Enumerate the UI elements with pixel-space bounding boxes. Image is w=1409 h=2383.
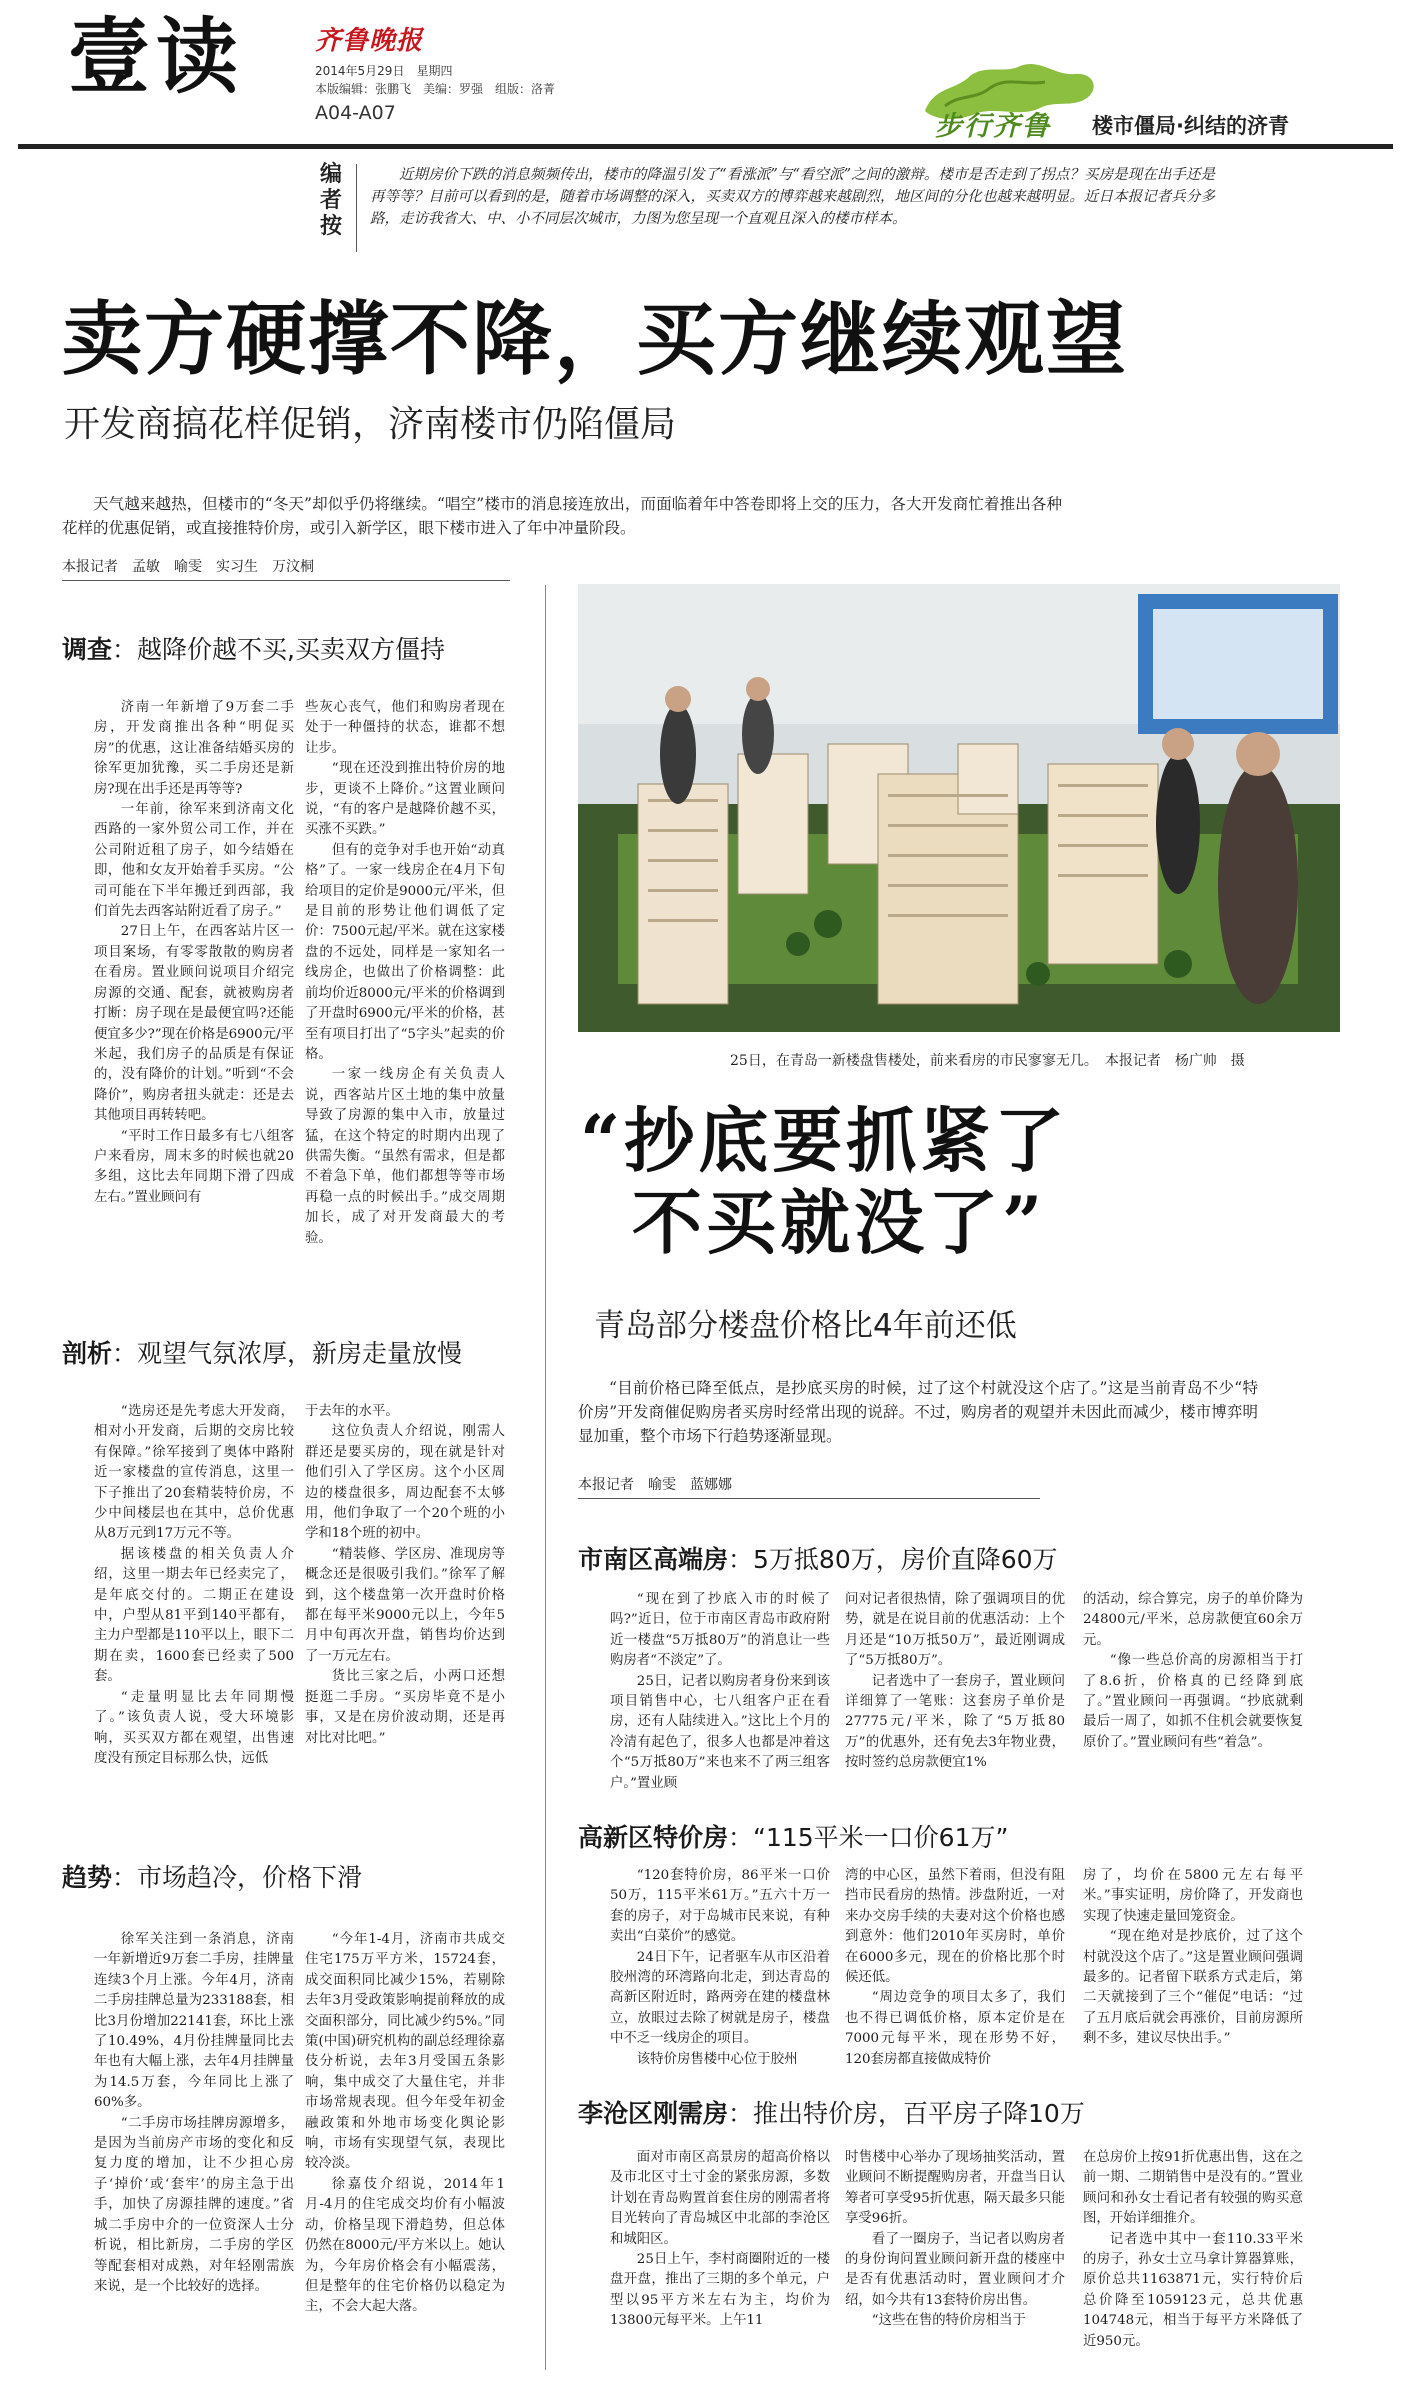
newspaper-logo: 齐鲁晚报 [315, 26, 424, 56]
trend-column-1: 徐军关注到一条消息，济南一年新增近9万套二手房，挂牌量连续3个月上涨。今年4月，济南二手房挂牌总量为233188套，相比3月份增加22141套，环比上涨了10.49%，4月份挂牌量同比去年也有大幅上涨，去年4月挂牌量为14.5万套，今年同比上涨了60%多。 “二手房市场挂牌房源增多，是因为当前房产市场的变化和反复力度的增加，让不少担心房子‘掉价’或‘套牢’的房主急于出手，加快了房源挂牌的速度。”省城二手房中介的一位资深人士分析说，相比新房，二手房的学区等配套相对成熟，对年轻刚需族来说，是一个比较好的选择。 [94, 1932, 294, 2294]
story1-headline: 卖方硬撑不降，买方继续观望 [62, 293, 1128, 386]
column-title: 楼市僵局·纠结的济青 [1092, 114, 1289, 138]
column-divider [545, 585, 546, 2370]
story1-byline: 本报记者 孟敏 喻雯 实习生 万汶桐 [62, 559, 314, 575]
analysis-column-1: “选房还是先考虑大开发商，相对小开发商，后期的交房比较有保障。”徐军接到了奥体中路附近一家楼盘的宣传消息，这里一下子推出了20套精装特价房，不少中间楼层也在其中，总价优惠从8万元到17万元不等。 据该楼盘的相关负责人介绍，这里一期去年已经卖完了，是年底交付的。二期正在建设中，户型从81平到140平都有，主力户型都是110平以上，眼下二期在卖，1600套已经卖了500套。 “走量明显比去年同期慢了。”该负责人说，受大环境影响，买买双方都在观望，出售速度没有预定目标那么快，远低 [94, 1404, 294, 1766]
story2-headline-line1: “抄底要抓紧了 [580, 1099, 1069, 1182]
survey-column-2: 些灰心丧气，他们和购房者现在处于一种僵持的状态，谁都不想让步。 “现在还没到推出特价房的地步，更谈不上降价。”这置业顾问说，“有的客户是越降价越不买，买涨不买跌。” 但有的竞争对手也开始“动真格”了。一家一线房企在4月下旬给项目的定价是9000元/平米，但是目前的形势让他们调低了定价：7500元起/平米。就在这家楼盘的不远处，同样是一家知名一线房企，也做出了价格调整：此前均价近8000元/平米的价格调到了开盘时6900元/平米的价格，甚至有项目打出了“5字头”起卖的价格。 一家一线房企有关负责人说，西客站片区土地的集中放量导致了房源的集中入市，放量过猛，在这个特定的时期内出现了供需失衡。“虽然有需求，但是都不着急下单，他们都想等等市场再稳一点的时候出手。”成交周期加长，成了对开发商最大的考验。 [305, 700, 505, 1246]
section-heading-gaoxin: 高新区特价房：“115平米一口价61万” [578, 1823, 1009, 1852]
story2-byline-rule [578, 1498, 1040, 1499]
gaoxin-column-1: “120套特价房，86平米一口价50万，115平米61万。”五六十万一套的房子，对于岛城市民来说，有种卖出“白菜价”的感觉。 24日下午，记者驱车从市区沿着胶州湾的环湾路向北走，到达青岛的高新区附近时，路两旁在建的楼盘林立，放眼过去除了树就是房子，楼盘中不乏一线房企的项目。 该特价房售楼中心位于胶州 [610, 1868, 830, 2067]
issue-date: 2014年5月29日 星期四 [315, 64, 453, 78]
gaoxin-column-3: 房了，均价在5800元左右每平米。”事实证明，房价降了，开发商也实现了快速走量回笼资金。 “现在绝对是抄底价，过了这个村就没这个店了。”这是置业顾问强调最多的。记者留下联系方式走后，第二天就接到了三个“催促”电话：“过了五月底后就会再涨价，目前房源所剩不多，建议尽快出手。” [1083, 1868, 1303, 2047]
shinan-column-1: “现在到了抄底入市的时候了吗?”近日，位于市南区青岛市政府附近一楼盘“5万抵80万”的消息让一些购房者“不淡定”了。 25日，记者以购房者身份来到该项目销售中心，七八组客户正在看房，还有人陆续进入。”这比上个月的冷清有起色了，很多人也都是冲着这个“5万抵80万”来也来不了两三组客户。”置业顾 [610, 1592, 830, 1791]
editor-credits: 本版编辑：张鹏飞 美编：罗强 组版：洛菁 [315, 82, 556, 96]
licang-column-2: 时售楼中心举办了现场抽奖活动，置业顾问不断提醒购房者，开盘当日认筹者可享受95折优惠，隔天最多只能享受96折。 看了一圈房子，当记者以购房者的身份询问置业顾问新开盘的楼座中是否有优惠活动时，置业顾问才介绍，如今共有13套特价房出售。 “这些在售的特价房相当于 [845, 2150, 1065, 2329]
section-heading-trend: 趋势：市场趋冷，价格下滑 [62, 1863, 363, 1892]
page-range: A04-A07 [315, 102, 396, 124]
survey-column-1: 济南一年新增了9万套二手房，开发商推出各种“明促买房”的优惠，这让准备结婚买房的徐军更加犹豫，买二手房还是新房?现在出手还是再等等? 一年前，徐军来到济南文化西路的一家外贸公司工作，并在公司附近租了房子，如今结婚在即，他和女友开始着手买房。“公司可能在下半年搬迁到西部，我们首先去西客站附近看了房子。” 27日上午，在西客站片区一项目案场，有零零散散的购房者在看房。置业顾问说项目介绍完房源的交通、配套，就被购房者打断：房子现在是最便宜吗?还能便宜多少?”现在价格是6900元/平米起，我们房子的品质是有保证的，没有降价的计划。”听到“不会降价”，购房者扭头就走：还是去其他项目再转转吧。 “平时工作日最多有七八组客户来看房，周末多的时候也就20多组，这比去年同期下滑了四成左右。”置业顾问有 [94, 700, 294, 1205]
story2-byline: 本报记者 喻雯 蓝娜娜 [578, 1477, 732, 1493]
column-logo: 步行齐鲁 [935, 111, 1051, 142]
byline-rule [62, 580, 510, 581]
story2-headline [580, 1100, 1340, 1264]
shinan-column-3: 的活动，综合算完，房子的单价降为24800元/平米，总房款便宜60余万元。 “像一些总价高的房源相当于打了8.6折，价格真的已经降到底了。”置业顾问一再强调。“抄底就剩最后一周了，如抓不住机会就要恢复原价了。”置业顾问有些“着急”。 [1083, 1592, 1303, 1750]
story1-lead: 天气越来越热，但楼市的“冬天”却似乎仍将继续。“唱空”楼市的消息接连放出，而面临着年中答卷即将上交的压力，各大开发商忙着推出各种花样的优惠促销，或直接推特价房，或引入新学区，眼下楼市进入了年中冲量阶段。 [62, 495, 1062, 537]
masthead [0, 0, 1409, 150]
licang-column-3: 在总房价上按91折优惠出售，这在之前一期、二期销售中是没有的。”置业顾问和孙女士看记者有较强的购买意图，开始详细推介。 记者选中其中一套110.33平米的房子，孙女士立马拿计算器算账，原价总共1163871元，实行特价后总价降至1059123元，总共优惠104748元，相当于每平方米降低了近950元。 [1083, 2150, 1303, 2349]
shinan-column-2: 问对记者很热情，除了强调项目的优势，就是在说目前的优惠活动：上个月还是“10万抵50万”，最近刚调成了“5万抵80万”。 记者选中了一套房子，置业顾问详细算了一笔账：这套房子单价是27775元/平米，除了“5万抵80万”的优惠外，还有免去3年物业费，按时签约总房款便宜1% [845, 1592, 1065, 1771]
editor-note [320, 160, 1220, 260]
editor-note-divider [356, 164, 357, 252]
sales-office-photo [578, 584, 1340, 1032]
section-heading-shinan: 市南区高端房：5万抵80万，房价直降60万 [578, 1545, 1058, 1574]
editor-note-label: 编 者 按 [320, 162, 343, 239]
trend-column-2: “今年1-4月，济南市共成交住宅175万平方米，15724套，成交面积同比减少15%，若剔除去年3月受政策影响提前释放的成交面积部分，同比减少约5%。”同策(中国)研究机构的副总经理徐嘉伎分析说，去年3月受国五条影响，集中成交了大量住宅，并非市场常规表现。但今年受年初金融政策和外地市场变化舆论影响，市场有实现望气氛，表现比较冷淡。 徐嘉伎介绍说，2014年1月-4月的住宅成交均价有小幅波动，价格呈现下滑趋势，但总体仍然在8000元/平方米以上。她认为，今年房价格会有小幅震荡，但是整年的住宅价格仍以稳定为主，不会大起大落。 [305, 1932, 505, 2315]
story2-lead: “目前价格已降至低点，是抄底买房的时候，过了这个村就没这个店了。”这是当前青岛不少“特价房”开发商催促购房者买房时经常出现的说辞。不过，购房者的观望并未因此而减少，楼市博弈明显加重，整个市场下行趋势逐渐显现。 [578, 1379, 1258, 1445]
story2-subhead: 青岛部分楼盘价格比4年前还低 [594, 1308, 1017, 1344]
section-title: 壹读 [68, 10, 245, 105]
section-heading-survey: 调查：越降价越不买,买卖双方僵持 [62, 635, 445, 664]
photo-caption: 25日，在青岛一新楼盘售楼处，前来看房的市民寥寥无几。 本报记者 杨广帅 摄 [730, 1053, 1245, 1069]
gaoxin-column-2: 湾的中心区，虽然下着雨，但没有阻挡市民看房的热情。涉盘附近，一对来办交房手续的夫妻对这个价格也感到意外：他们2010年买房时，单价在6000多元，现在的价格比那个时候还低。 “周边竞争的项目太多了，我们也不得已调低价格，原本定价是在7000元每平米，现在形势不好，120套房都直接做成特价 [845, 1868, 1065, 2067]
photo-scene [578, 584, 1340, 1032]
licang-column-1: 面对市南区高景房的超高价格以及市北区寸土寸金的紧张房源，多数计划在青岛购置首套住房的刚需者将目光转向了青岛城区中北部的李沧区和城阳区。 25日上午，李村商圈附近的一楼盘开盘，推出了三期的多个单元，户型以95平方米左右为主，均价为13800元每平米。上午11 [610, 2150, 830, 2329]
story1-subhead: 开发商搞花样促销，济南楼市仍陷僵局 [64, 404, 677, 445]
story2-headline-line2: 不买就没了” [632, 1181, 1047, 1264]
masthead-rule [18, 144, 1393, 149]
section-heading-analysis: 剖析：观望气氛浓厚，新房走量放慢 [62, 1339, 463, 1368]
editor-note-text: 近期房价下跌的消息频频传出，楼市的降温引发了“看涨派”与“看空派”之间的激辩。楼市是否走到了拐点？买房是现在出手还是再等等？目前可以看到的是，随着市场调整的深入，买卖双方的博弈越来越剧烈，地区间的分化也越来越明显。近日本报记者兵分多路，走访我省大、中、小不同层次城市，力图为您呈现一个直观且深入的楼市样本。 [370, 167, 1215, 227]
analysis-column-2: 于去年的水平。 这位负责人介绍说，刚需人群还是要买房的，现在就是针对他们引入了学区房。这个小区周边的楼盘很多，周边配套不太够用，他们争取了一个20个班的小学和18个班的初中。 “精装修、学区房、准现房等概念还是很吸引我们。”徐军了解到，这个楼盘第一次开盘时价格都在每平米9000元以上，今年5月中旬再次开盘，销售均价达到了一万元左右。 货比三家之后，小两口还想挺逛二手房。“买房毕竟不是小事，又是在房价波动期，还是再对比对比吧。” [305, 1404, 505, 1746]
section-heading-licang: 李沧区刚需房：推出特价房，百平房子降10万 [578, 2099, 1085, 2128]
